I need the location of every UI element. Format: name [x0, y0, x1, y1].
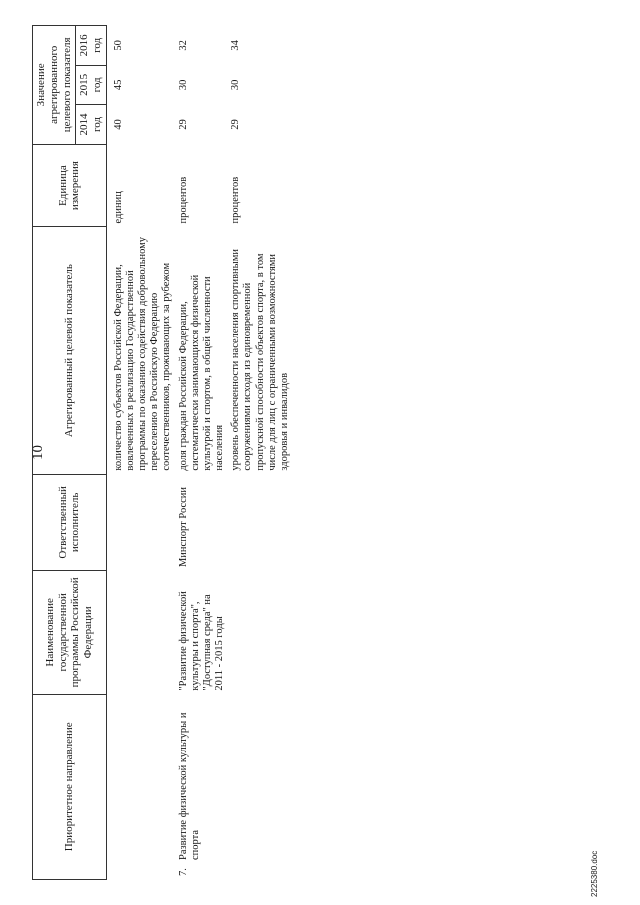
header-unit: Единица измерения — [33, 144, 107, 227]
row-value-2015: 45 — [112, 79, 124, 91]
row-unit: процентов — [177, 176, 189, 224]
page-number: 10 — [30, 445, 46, 460]
table-row — [176, 26, 229, 880]
row-executor — [228, 474, 293, 570]
row-program — [106, 571, 175, 695]
header-executor: Ответственный исполнитель — [33, 474, 107, 570]
row-program: "Развитие физической культуры и спорта", "Доступная среда" на 2011 - 2015 годы — [177, 591, 226, 691]
row-program — [228, 571, 293, 695]
row-value-2016: 34 — [230, 40, 242, 51]
direction-text: Развитие физической культуры и спорта — [177, 712, 201, 860]
row-value-2015: 30 — [177, 79, 189, 91]
header-program: Наименование государственной программы Российской Федерации — [33, 571, 107, 695]
row-value-2016: 50 — [112, 40, 124, 51]
row-value-2014: 40 — [112, 119, 124, 130]
table-row — [228, 26, 293, 880]
row-number: 7. — [177, 868, 189, 876]
header-year-2016: 2016 год — [76, 26, 107, 66]
row-indicator: уровень обеспеченности населения спортивными сооружениями исходя из единовременной пропускной способности объектов спорта, в том числе для лиц с ограниченными возможностями здоровья и инвалидов — [230, 249, 290, 471]
row-direction — [106, 694, 175, 879]
row-value-2015: 30 — [230, 79, 242, 91]
row-executor — [106, 474, 175, 570]
row-executor: Минспорт России — [177, 486, 189, 568]
row-value-2014: 29 — [230, 119, 242, 130]
header-value-group: Значение агрегированного целевого показателя — [33, 26, 76, 145]
row-value-2016: 32 — [177, 40, 189, 51]
row-unit: процентов — [230, 176, 242, 224]
header-year-2015: 2015 год — [76, 65, 107, 105]
indicators-table — [32, 25, 293, 880]
header-indicator: Агрегированный целевой показатель — [33, 227, 107, 474]
row-direction — [228, 694, 293, 879]
header-direction: Приоритетное направление — [33, 694, 107, 879]
footer-file-code: 2225380.doc — [590, 850, 599, 897]
row-unit: единиц — [112, 191, 124, 224]
row-indicator: доля граждан Российской Федерации, систематически занимающихся физической культурой и спортом, в общей численности населения — [177, 274, 226, 471]
row-indicator: количество субъектов Российской Федерации, вовлеченных в реализацию Государственной программы по оказанию содействия добровольному переселению в Российскую Федерацию соотечественников, проживающих за рубежом — [112, 236, 173, 471]
header-year-2014: 2014 год — [76, 105, 107, 145]
table-row — [106, 26, 175, 880]
row-direction — [176, 694, 229, 879]
row-value-2014: 29 — [177, 119, 189, 130]
